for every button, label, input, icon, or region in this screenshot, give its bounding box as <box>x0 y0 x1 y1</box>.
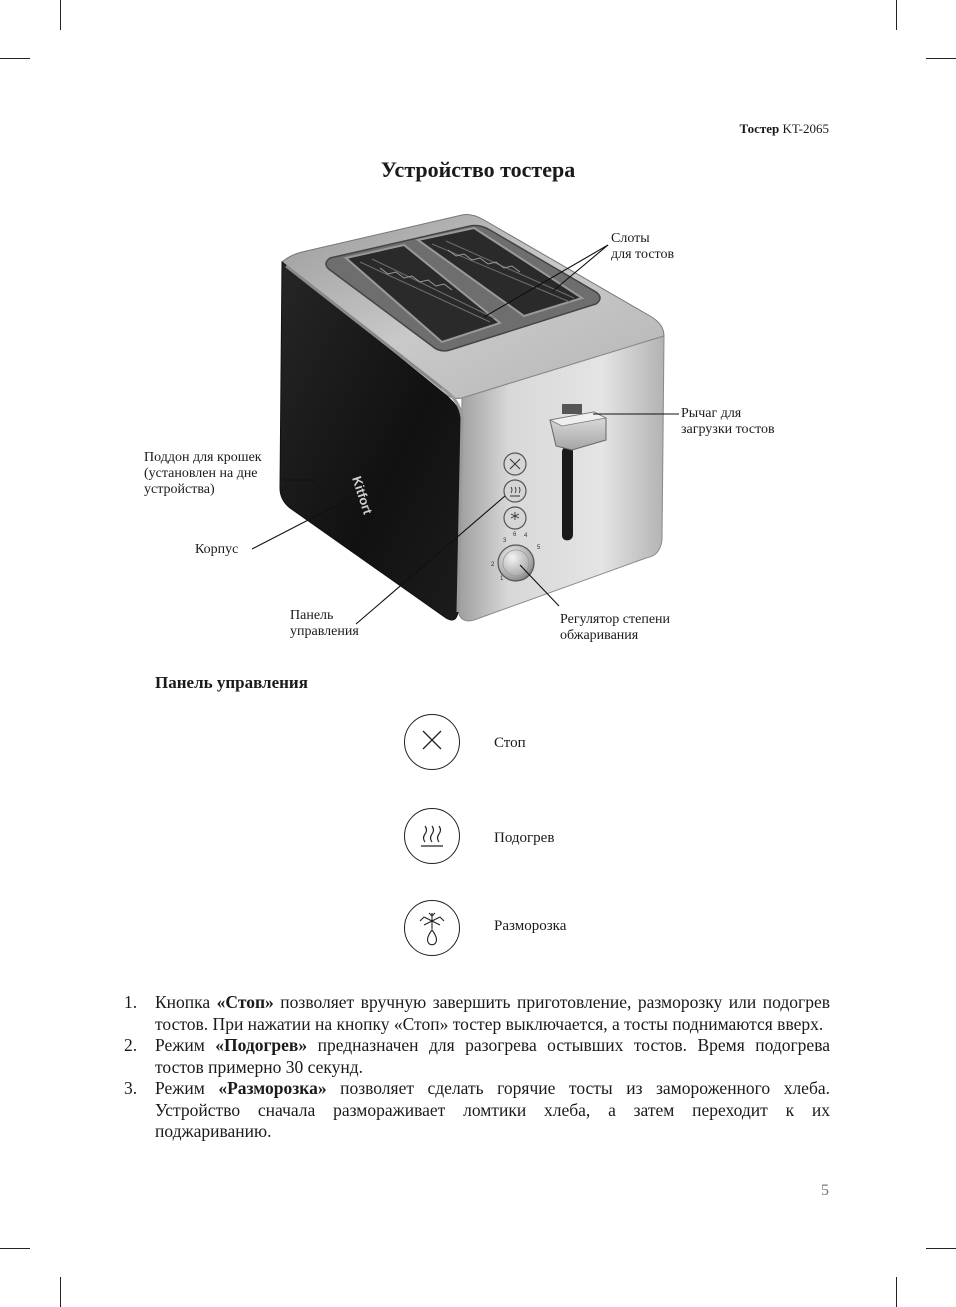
instruction-item <box>124 1035 830 1078</box>
header-label: Тостер <box>739 121 780 136</box>
defrost-icon <box>404 900 460 956</box>
dial-mark: 4 <box>524 533 528 539</box>
dial-mark: 3 <box>503 538 507 544</box>
instruction-list <box>124 992 830 1143</box>
page-title: Устройство тостера <box>380 157 576 182</box>
instruction-item <box>124 992 830 1035</box>
section-heading: Панель управления <box>155 673 308 692</box>
instruction-mode: «Стоп» <box>216 992 274 1012</box>
instruction-mode: «Разморозка» <box>218 1078 327 1098</box>
crop-mark <box>0 1248 30 1249</box>
instruction-number: 3. <box>124 1078 138 1098</box>
crop-mark <box>896 1277 897 1307</box>
control-label-reheat: Подогрев <box>494 830 555 846</box>
instruction-text: Кнопка <box>155 992 217 1012</box>
header-model: KT-2065 <box>782 121 829 136</box>
instruction-text: Режим <box>155 1035 216 1055</box>
toaster-buttons <box>504 453 526 529</box>
callout-lever: Рычаг для загрузки тостов <box>681 406 775 437</box>
control-label-defrost: Разморозка <box>494 918 567 934</box>
brand-logo: Kitfort <box>349 474 376 517</box>
callout-crumb-tray: Поддон для крошек (установлен на дне устройства) <box>144 450 262 497</box>
callout-regulator: Регулятор степени обжаривания <box>560 612 671 643</box>
dial-mark: 1 <box>500 576 504 582</box>
crop-mark <box>926 1248 956 1249</box>
instruction-number: 1. <box>124 992 138 1012</box>
instruction-text: предназначен для разогрева остывших тостов. Время подогрева тостов примерно 30 секунд. <box>155 1035 830 1077</box>
instruction-text: Режим <box>155 1078 219 1098</box>
callout-body: Корпус <box>195 542 239 557</box>
instruction-item <box>124 1078 830 1143</box>
page-number: 5 <box>821 1182 829 1199</box>
reheat-icon <box>404 808 460 864</box>
stop-icon <box>404 714 460 770</box>
instruction-text: позволяет вручную завершить приготовление, разморозку или подогрев тостов. При нажатии на кнопку «Стоп» тостер выключается, а тосты поднимаются вверх. <box>155 992 830 1034</box>
dial-mark: 5 <box>537 545 541 551</box>
crop-mark <box>60 1277 61 1307</box>
dial-mark: 6 <box>513 532 517 538</box>
control-label-stop: Стоп <box>494 735 526 751</box>
instruction-number: 2. <box>124 1035 138 1055</box>
callout-slots: Слоты для тостов <box>611 231 675 262</box>
instruction-mode: «Подогрев» <box>215 1035 308 1055</box>
dial-mark: 2 <box>491 562 495 568</box>
callout-control-panel: Панель управления <box>290 608 359 639</box>
instruction-text: позволяет сделать горячие тосты из замороженного хлеба. Устройство сначала размораживает ломтики хлеба, а затем переходит к их поджариванию. <box>155 1078 830 1141</box>
